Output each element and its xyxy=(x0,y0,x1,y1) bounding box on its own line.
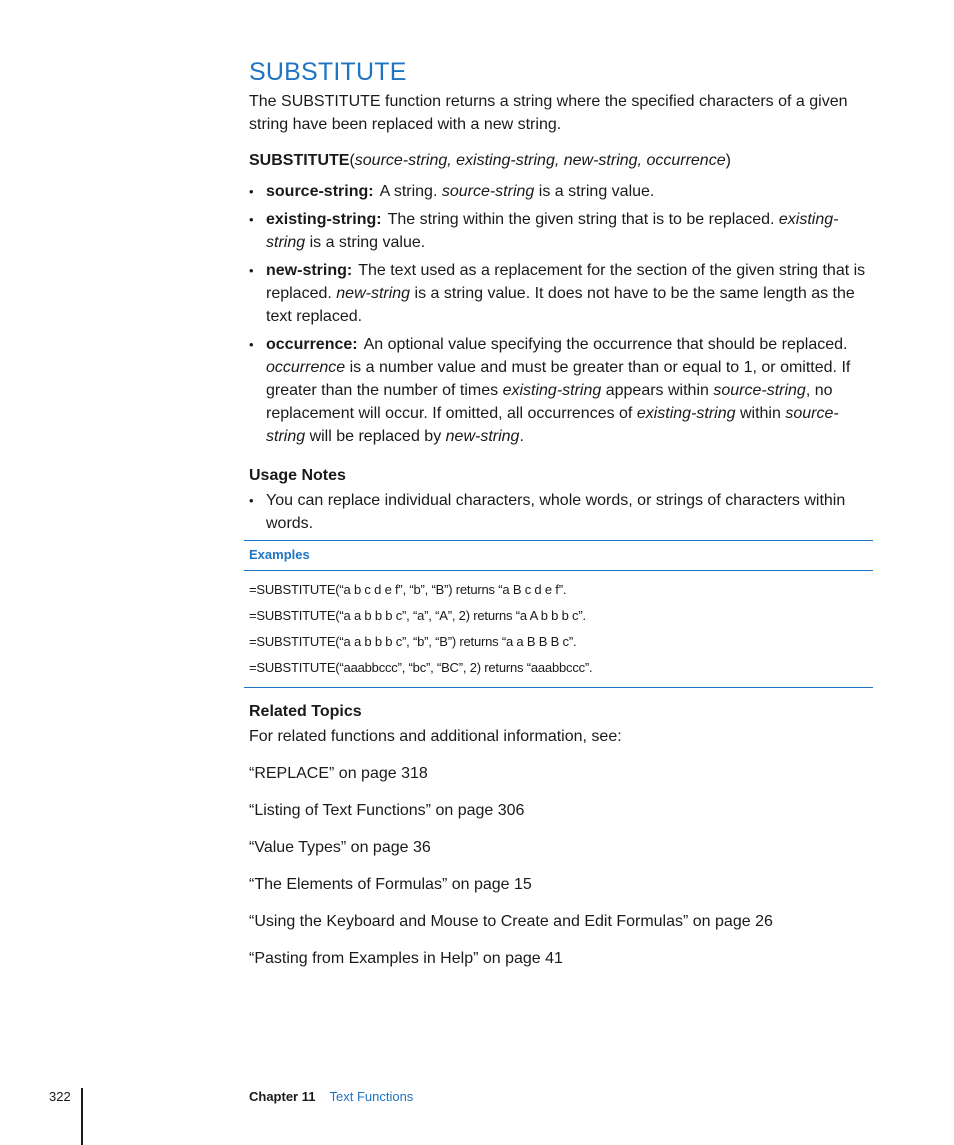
section-title: SUBSTITUTE xyxy=(249,58,407,86)
chapter-title-link[interactable]: Text Functions xyxy=(329,1089,414,1104)
argument-text: The text used as a replacement for the section of the given string that is replaced. xyxy=(266,262,866,302)
argument-text: The string within the given string that is to be replaced. xyxy=(387,211,779,228)
argument-item xyxy=(249,333,869,448)
footer-divider xyxy=(81,1088,83,1145)
related-topics-intro: For related functions and additional information, see: xyxy=(249,728,622,745)
argument-text: is a string value. xyxy=(305,234,426,251)
argument-term: new-string: xyxy=(266,262,353,279)
chapter-label: Chapter 11 xyxy=(249,1089,316,1104)
argument-ref: occurrence xyxy=(266,359,346,376)
argument-text: , no replacement will occur. If omitted, all occurrences of xyxy=(266,382,833,422)
usage-notes-heading: Usage Notes xyxy=(249,467,346,484)
example-line: =SUBSTITUTE(“a b c d e f”, “b”, “B”) returns “a B c d e f”. xyxy=(249,582,567,597)
argument-text: . xyxy=(519,428,524,445)
examples-body xyxy=(244,571,873,687)
usage-notes-list xyxy=(249,489,869,535)
function-description: The SUBSTITUTE function returns a string where the specified characters of a given string have been replaced with a new string. xyxy=(249,93,848,133)
argument-text: appears within xyxy=(601,382,714,399)
argument-text: is a string value. It does not have to be the same length as the text replaced. xyxy=(266,285,855,325)
related-topic-link[interactable]: “Listing of Text Functions” on page 306 xyxy=(249,802,525,819)
related-topic-link[interactable]: “Value Types” on page 36 xyxy=(249,839,431,856)
related-topic-link[interactable]: “REPLACE” on page 318 xyxy=(249,765,428,782)
related-topics-heading: Related Topics xyxy=(249,703,362,720)
argument-text: A string. xyxy=(379,183,442,200)
argument-text: is a number value and must be greater than or equal to 1, or omitted. If greater than the number of times xyxy=(266,359,851,399)
footer-chapter xyxy=(249,1088,413,1106)
function-syntax xyxy=(249,149,869,172)
argument-term: source-string: xyxy=(266,183,374,200)
examples-heading: Examples xyxy=(244,541,873,571)
syntax-function-name: SUBSTITUTE xyxy=(249,152,350,169)
argument-ref: new-string xyxy=(336,285,411,302)
syntax-arguments: source-string, existing-string, new-string, occurrence xyxy=(354,152,726,169)
argument-text: is a string value. xyxy=(534,183,655,200)
argument-ref: existing-string xyxy=(266,211,839,251)
example-line: =SUBSTITUTE(“aaabbccc”, “bc”, “BC”, 2) returns “aaabbccc”. xyxy=(249,660,593,675)
syntax-open-paren: ( xyxy=(349,152,355,169)
example-line: =SUBSTITUTE(“a a b b b c”, “b”, “B”) returns “a a B B B c”. xyxy=(249,634,577,649)
examples-table xyxy=(244,540,873,688)
related-topic-link[interactable]: “Pasting from Examples in Help” on page 41 xyxy=(249,950,563,967)
argument-item xyxy=(249,259,869,328)
function-section xyxy=(249,56,869,540)
argument-ref: source-string xyxy=(441,183,535,200)
argument-item xyxy=(249,208,869,254)
related-topics xyxy=(249,700,869,970)
argument-text: within xyxy=(735,405,786,422)
argument-ref: new-string xyxy=(445,428,520,445)
argument-ref: existing-string xyxy=(636,405,736,422)
argument-text: will be replaced by xyxy=(305,428,446,445)
page-number: 322 xyxy=(49,1089,71,1104)
argument-ref: existing-string xyxy=(502,382,602,399)
argument-term: existing-string: xyxy=(266,211,382,228)
usage-note-item: • You can replace individual characters, whole words, or strings of characters within words. xyxy=(249,489,869,535)
argument-term: occurrence: xyxy=(266,336,358,353)
argument-ref: source-string xyxy=(266,405,839,445)
argument-list xyxy=(249,180,869,448)
argument-text: An optional value specifying the occurrence that should be replaced. xyxy=(363,336,848,353)
argument-ref: source-string xyxy=(713,382,806,399)
argument-item xyxy=(249,180,869,203)
example-line: =SUBSTITUTE(“a a b b b c”, “a”, “A”, 2) returns “a A b b b c”. xyxy=(249,608,586,623)
syntax-close-paren: ) xyxy=(725,152,731,169)
related-topic-link[interactable]: “Using the Keyboard and Mouse to Create and Edit Formulas” on page 26 xyxy=(249,913,773,930)
related-topic-link[interactable]: “The Elements of Formulas” on page 15 xyxy=(249,876,532,893)
